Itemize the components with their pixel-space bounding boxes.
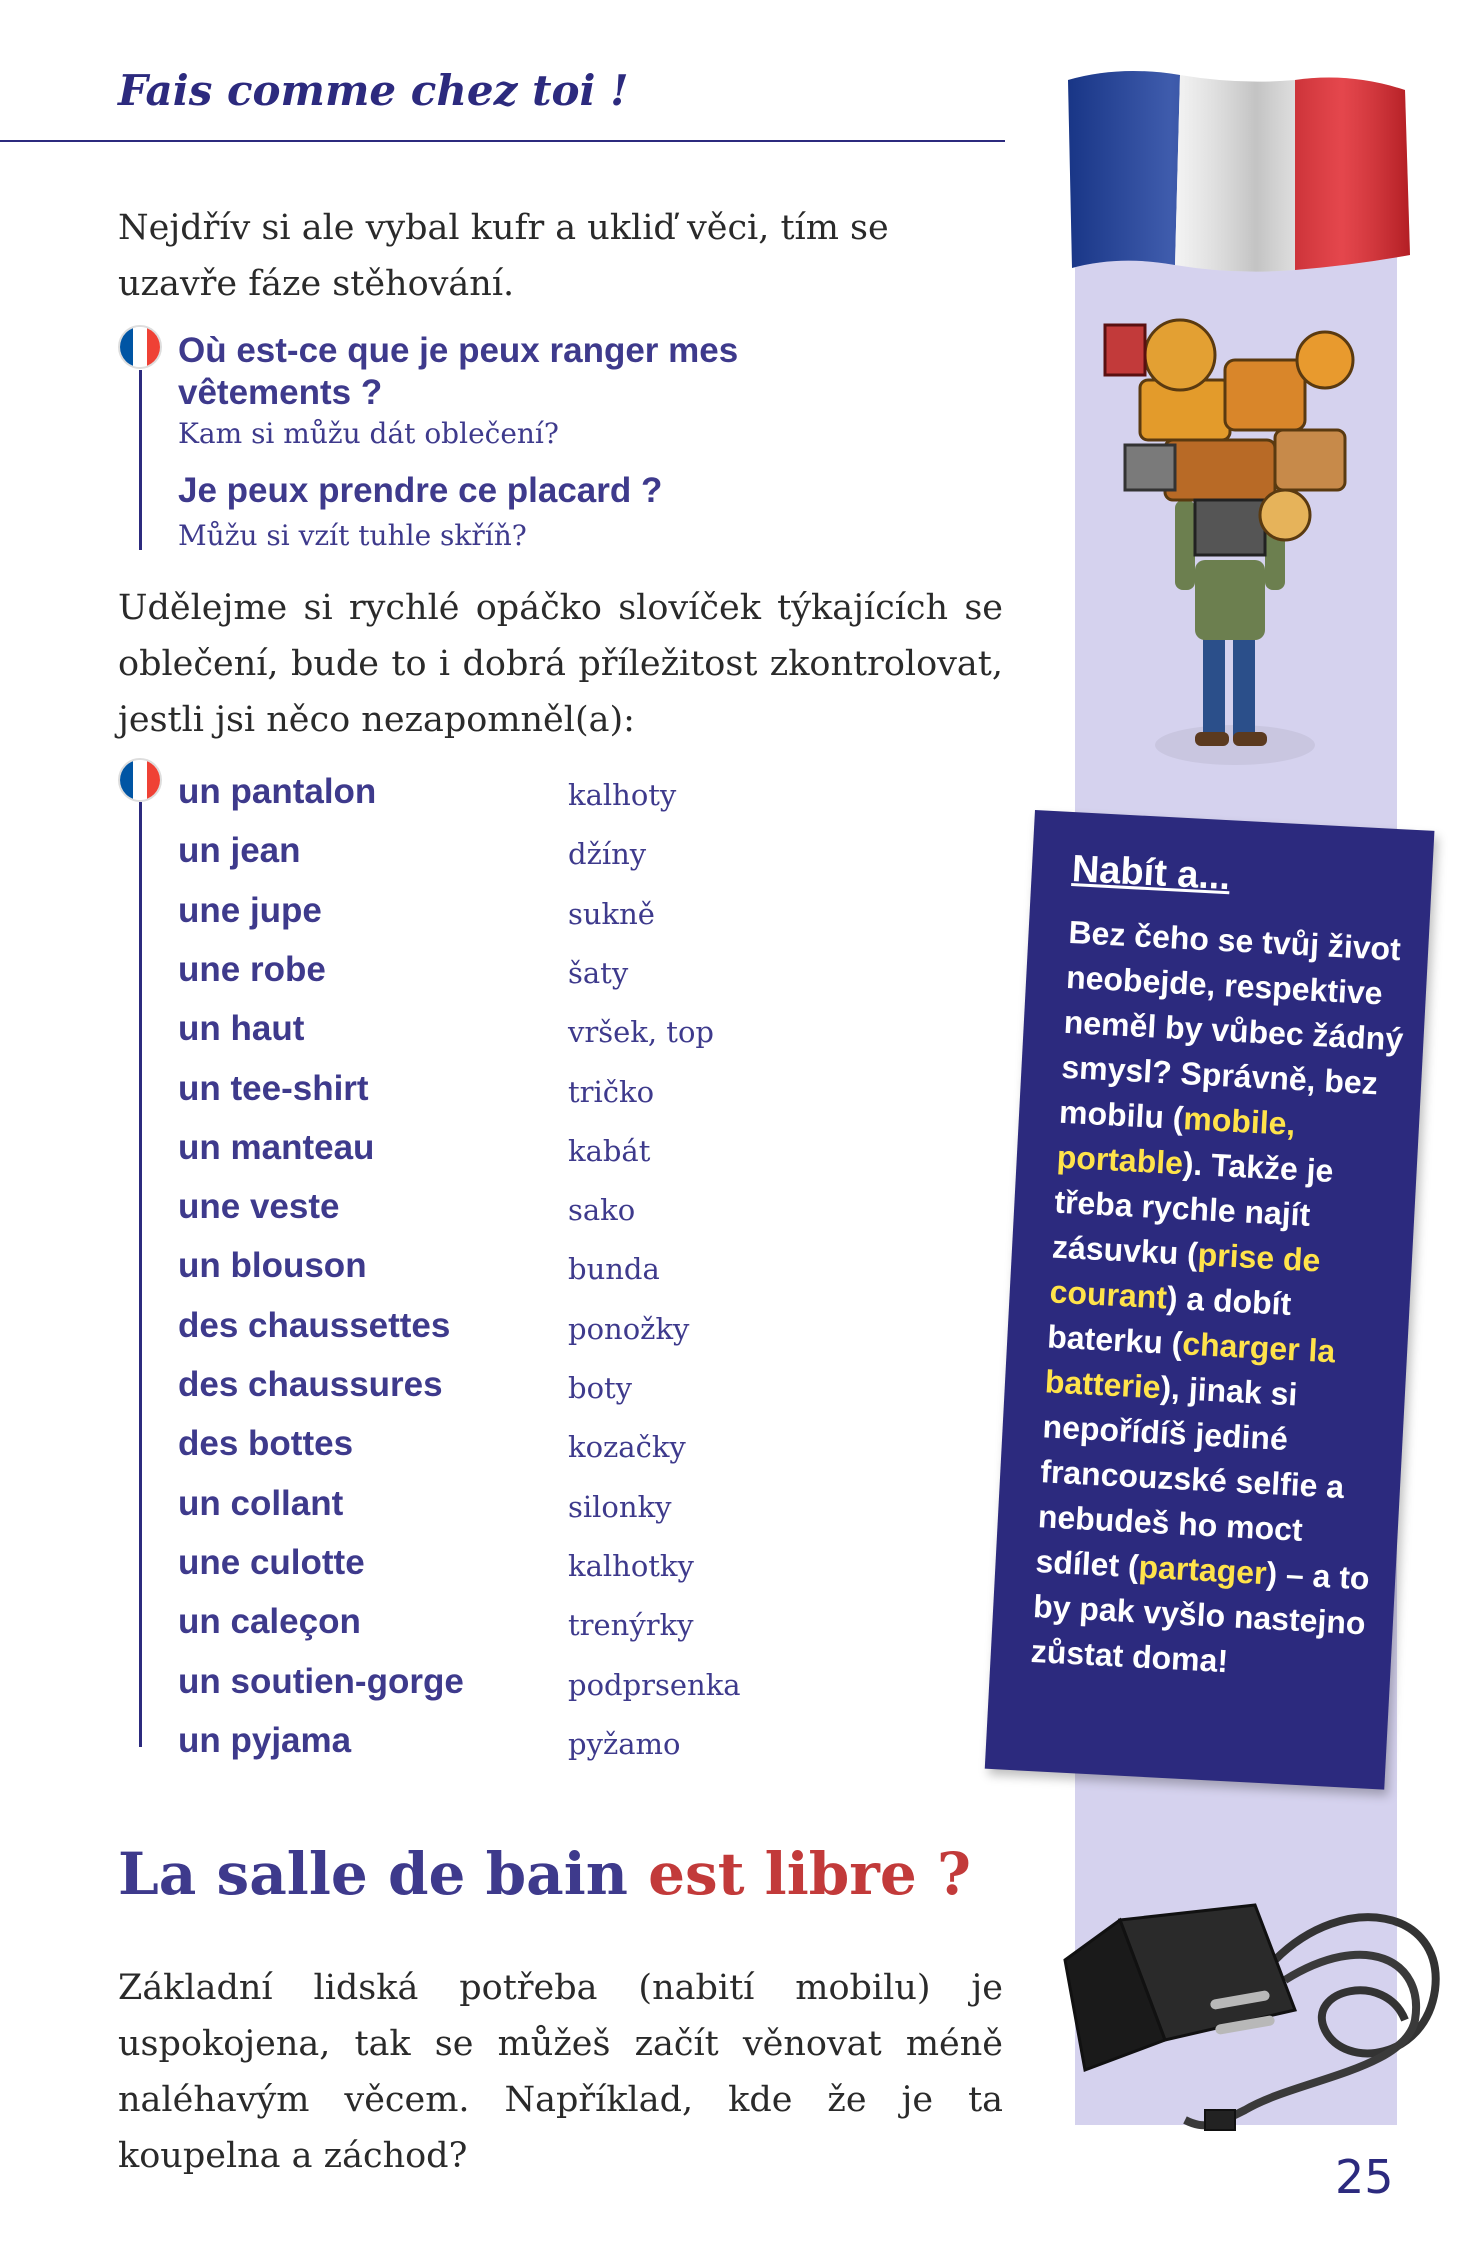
- vocab-fr: un caleçon: [178, 1602, 361, 1642]
- vocab-row: [178, 1539, 878, 1595]
- vocab-fr: une robe: [178, 949, 326, 989]
- header-divider: [0, 140, 1005, 142]
- vocab-row: [178, 1302, 878, 1358]
- vocab-fr: une jupe: [178, 890, 322, 930]
- vocab-cz: kozačky: [568, 1430, 686, 1465]
- vocab-row: [178, 1361, 878, 1417]
- callout-title: Nabít a...: [1070, 848, 1232, 899]
- vocab-cz: tričko: [568, 1074, 655, 1109]
- phrase-cz-2: Můžu si vzít tuhle skříň?: [178, 519, 527, 552]
- vocab-fr: un pantalon: [178, 772, 377, 811]
- vocab-cz: silonky: [568, 1489, 672, 1524]
- section-paragraph: Základní lidská potřeba (nabití mobilu) je uspokojena, tak se můžeš začít věnovat méně naléhavým věcem. Například, kde že je ta koupelna a záchod?: [118, 1968, 1003, 2176]
- vocab-fr: un blouson: [178, 1246, 367, 1286]
- vocab-fr: une veste: [178, 1187, 340, 1227]
- vocab-row: [178, 1242, 878, 1298]
- vocab-row: [178, 1065, 878, 1121]
- french-flag-illustration: [1060, 60, 1420, 280]
- vocab-row: [178, 946, 878, 1002]
- page-header-title: Fais comme chez toi !: [118, 66, 629, 115]
- vocab-row: [178, 768, 878, 824]
- callout-text: Bez čeho se tvůj život neobejde, respektive neměl by vůbec žádný smysl? Správně, bez mobilu (: [1058, 913, 1405, 1137]
- vocab-fr: un manteau: [178, 1127, 375, 1167]
- vocab-fr: une culotte: [178, 1542, 365, 1582]
- charging-tip-callout: [985, 810, 1435, 1790]
- callout-text: ) a dobít baterku (: [1046, 1279, 1293, 1362]
- section-title: [118, 1840, 971, 1908]
- page-number: 25: [1335, 2150, 1394, 2204]
- callout-highlight: mobile, portable: [1055, 1100, 1297, 1182]
- vocab-fr: un pyjama: [178, 1720, 352, 1760]
- phrase-cz-1: Kam si můžu dát oblečení?: [178, 417, 559, 450]
- vocab-cz: ponožky: [568, 1311, 690, 1346]
- vocab-cz: trenýrky: [568, 1608, 694, 1643]
- intro-paragraph: Nejdřív si ale vybal kufr a ukliď věci, tím se uzavře fáze stěhování.: [118, 208, 889, 304]
- callout-text: ), jinak si nepořídíš jediné francouzské selfie a nebudeš ho moct sdílet (: [1034, 1369, 1346, 1585]
- vocab-fr: un soutien-gorge: [178, 1661, 464, 1701]
- vocab-cz: sako: [568, 1193, 636, 1228]
- phrase-fr-1: Où est-ce que je peux ranger mes vêtements ?: [178, 331, 739, 412]
- callout-text: ). Takže je třeba rychle najít zásuvku (: [1051, 1145, 1335, 1273]
- callout-text: ) – a to by pak vyšlo nastejno zůstat doma!: [1030, 1555, 1371, 1680]
- vocab-fr: des bottes: [178, 1424, 354, 1464]
- section-title-part-2: est libre ?: [648, 1840, 971, 1908]
- callout-highlight: partager: [1137, 1548, 1268, 1592]
- vocab-row: [178, 1183, 878, 1239]
- section-title-part-1: La salle de bain: [118, 1840, 649, 1908]
- french-flag-icon: [118, 325, 162, 369]
- vocab-row: [178, 1717, 878, 1773]
- vocab-row: [178, 887, 878, 943]
- person-carrying-luggage-illustration: [1085, 300, 1385, 770]
- vocab-row: [178, 1420, 878, 1476]
- vocab-cz: podprsenka: [568, 1667, 741, 1702]
- vocab-cz: kalhoty: [568, 778, 677, 812]
- vocab-row: [178, 1124, 878, 1180]
- french-flag-icon: [118, 758, 162, 802]
- review-paragraph: Udělejme si rychlé opáčko slovíček týkajících se oblečení, bude to i dobrá příležitost zkontrolovat, jestli jsi něco nezapomněl(a):: [118, 588, 1003, 740]
- vocab-row: [178, 1480, 878, 1536]
- vocab-cz: džíny: [568, 837, 647, 872]
- phrase-fr-2: Je peux prendre ce placard ?: [178, 471, 663, 510]
- vocab-cz: vršek, top: [568, 1015, 714, 1050]
- vocab-cz: boty: [568, 1371, 633, 1405]
- vocab-fr: un collant: [178, 1483, 344, 1523]
- phrases-side-line: [139, 370, 142, 550]
- vocab-fr: des chaussures: [178, 1365, 443, 1404]
- vocab-row: [178, 1598, 878, 1654]
- vocab-cz: kabát: [568, 1133, 651, 1168]
- phone-charger-illustration: [1045, 1870, 1475, 2150]
- vocab-fr: un tee-shirt: [178, 1068, 369, 1108]
- vocab-row: [178, 827, 878, 883]
- vocab-fr: des chaussettes: [178, 1305, 451, 1345]
- vocab-cz: pyžamo: [568, 1726, 681, 1761]
- vocab-row: [178, 1005, 878, 1061]
- vocab-fr: un jean: [178, 831, 301, 871]
- callout-highlight: prise de courant: [1048, 1236, 1322, 1316]
- vocab-cz: šaty: [568, 955, 629, 990]
- vocab-side-line: [139, 802, 142, 1747]
- vocab-cz: sukně: [568, 896, 655, 931]
- vocab-cz: bunda: [568, 1252, 660, 1287]
- vocab-fr: un haut: [178, 1009, 305, 1049]
- callout-highlight: charger la batterie: [1044, 1325, 1337, 1406]
- vocab-cz: kalhotky: [568, 1548, 694, 1583]
- vocab-row: [178, 1658, 878, 1714]
